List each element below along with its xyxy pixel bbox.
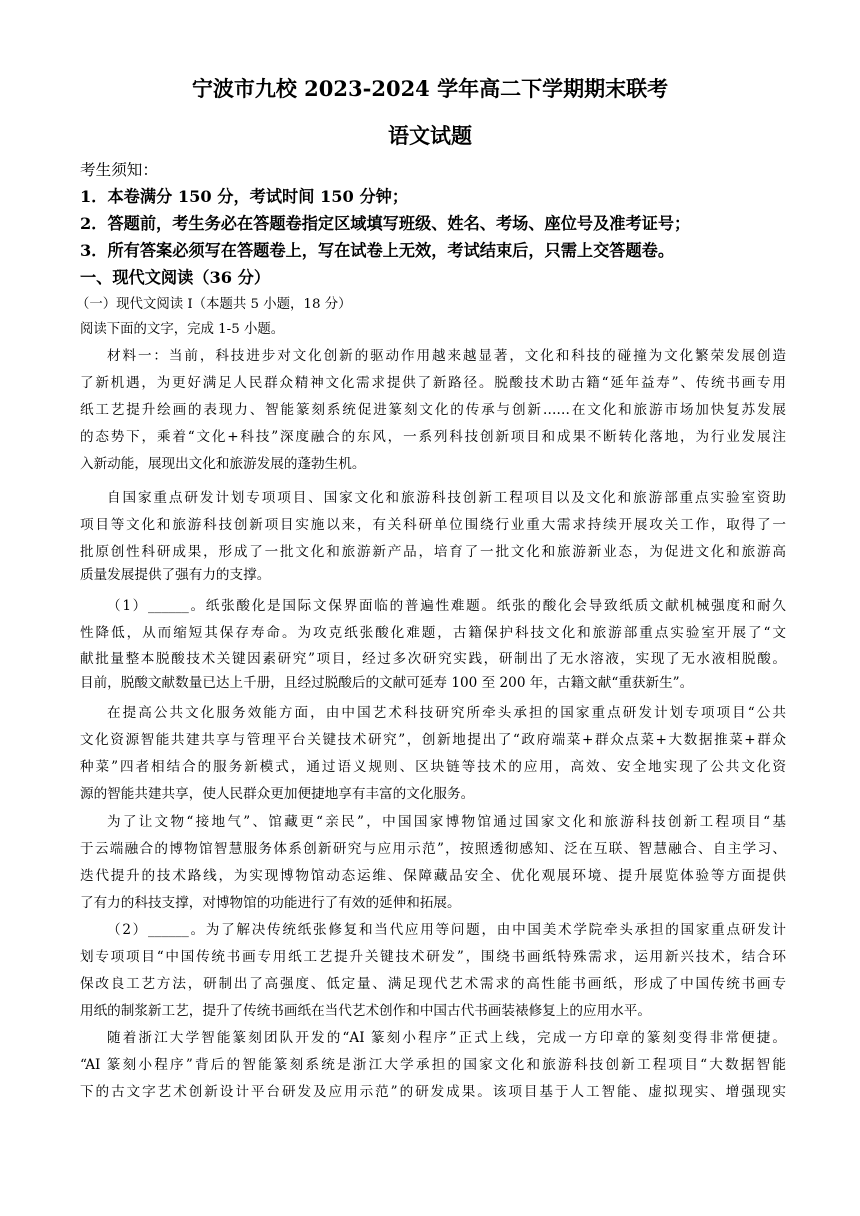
exam-title: 宁波市九校 2023-2024 学年高二下学期期末联考 [191, 76, 669, 101]
reading-instruction: 阅读下面的文字，完成 1-5 小题。 [80, 322, 285, 337]
passage-line: 随着浙江大学智能篆刻团队开发的“AI 篆刻小程序”正式上线，完成一方印章的篆刻变得非常便捷。 [107, 1030, 786, 1046]
passage-line: （1）______。纸张酸化是国际文保界面临的普遍性难题。纸张的酸化会导致纸质文献机械强度和耐久 [107, 598, 786, 614]
passage-line: 为了让文物“接地气”、馆藏更“亲民”，中国国家博物馆通过国家文化和旅游科技创新工程项目“基 [107, 814, 786, 830]
passage-line: 种菜”四者相结合的服务新模式，通过语义规则、区块链等技术的应用，高效、安全地实现了公共文化资 [80, 759, 786, 775]
passage-line: 自国家重点研发计划专项项目、国家文化和旅游科技创新工程项目以及文化和旅游部重点实验室资助 [107, 490, 786, 506]
passage-line: “AI 篆刻小程序”背后的智能篆刻系统是浙江大学承担的国家文化和旅游科技创新工程项目“大数据智能 [80, 1057, 786, 1073]
notice-item: 1．本卷满分 150 分，考试时间 150 分钟； [80, 187, 409, 206]
section-subheading: （一）现代文阅读 I（本题共 5 小题，18 分） [76, 297, 352, 312]
section-heading: 一、现代文阅读（36 分） [80, 268, 271, 287]
passage-line: 目前，脱酸文献数量已达上千册，且经过脱酸后的文献可延寿 100 至 200 年，古籍文献“重获新生”。 [80, 675, 694, 691]
passage-line: 了新机遇，为更好满足人民群众精神文化需求提供了新路径。脱酸技术助古籍“延年益寿”、传统书画专用 [80, 375, 786, 391]
passage-line: 入新动能，展现出文化和旅游发展的蓬勃生机。 [80, 456, 366, 472]
notice-heading: 考生须知： [80, 161, 158, 179]
passage-line: 源的智能共建共享，使人民群众更加便捷地享有丰富的文化服务。 [80, 786, 475, 802]
passage-line: 在提高公共文化服务效能方面，由中国艺术科技研究所牵头承担的国家重点研发计划专项项目“公共 [107, 705, 786, 721]
passage-line: （2）______。为了解决传统纸张修复和当代应用等问题，由中国美术学院牵头承担的国家重点研发计 [107, 922, 786, 938]
passage-line: 于云端融合的博物馆智慧服务体系创新研究与应用示范”，按照透彻感知、泛在互联、智慧融合、自主学习、 [80, 841, 786, 857]
notice-item: 2．答题前，考生务必在答题卷指定区域填写班级、姓名、考场、座位号及准考证号； [80, 214, 691, 233]
passage-line: 献批量整本脱酸技术关键因素研究”项目，经过多次研究实践，研制出了无水溶液，实现了无水液相脱酸。 [80, 651, 786, 667]
exam-subtitle: 语文试题 [388, 123, 472, 148]
passage-line: 下的古文字艺术创新设计平台研发及应用示范”的研发成果。该项目基于人工智能、虚拟现实、增强现实 [80, 1084, 786, 1100]
passage-line: 用纸的制浆新工艺，提升了传统书画纸在当代艺术创作和中国古代书画装裱修复上的应用水平。 [80, 1003, 651, 1019]
passage-line: 迭代提升的技术路线，为实现博物馆动态运维、保障藏品安全、优化观展环境、提升展览体验等方面提供 [80, 868, 786, 884]
passage-line: 划专项项目“中国传统书画专用纸工艺提升关键技术研发”，围绕书画纸特殊需求，运用新兴技术，结合环 [80, 949, 786, 965]
passage-line: 批原创性科研成果，形成了一批文化和旅游新产品，培育了一批文化和旅游新业态，为促进文化和旅游高 [80, 544, 786, 560]
passage-line: 材料一：当前，科技进步对文化创新的驱动作用越来越显著，文化和科技的碰撞为文化繁荣发展创造 [107, 348, 786, 364]
passage-line: 项目等文化和旅游科技创新项目实施以来，有关科研单位围绕行业重大需求持续开展攻关工作，取得了一 [80, 517, 786, 533]
passage-line: 文化资源智能共建共享与管理平台关键技术研究”，创新地提出了“政府端菜+群众点菜+大数据推菜+群众 [80, 732, 786, 748]
notice-item: 3．所有答案必须写在答题卷上，写在试卷上无效，考试结束后，只需上交答题卷。 [80, 241, 675, 260]
passage-line: 质量发展提供了强有力的支撑。 [80, 567, 271, 583]
passage-line: 的态势下，乘着“文化+科技”深度融合的东风，一系列科技创新项目和成果不断转化落地，为行业发展注 [80, 429, 786, 445]
passage-line: 纸工艺提升绘画的表现力、智能篆刻系统促进篆刻文化的传承与创新……在文化和旅游市场加快复苏发展 [80, 402, 786, 418]
passage-line: 性降低，从而缩短其保存寿命。为攻克纸张酸化难题，古籍保护科技文化和旅游部重点实验室开展了“文 [80, 625, 786, 641]
passage-line: 了有力的科技支撑，对博物馆的功能进行了有效的延伸和拓展。 [80, 895, 461, 911]
passage-line: 保改良工艺方法，研制出了高强度、低定量、满足现代艺术需求的高性能书画纸，形成了中国传统书画专 [80, 976, 786, 992]
